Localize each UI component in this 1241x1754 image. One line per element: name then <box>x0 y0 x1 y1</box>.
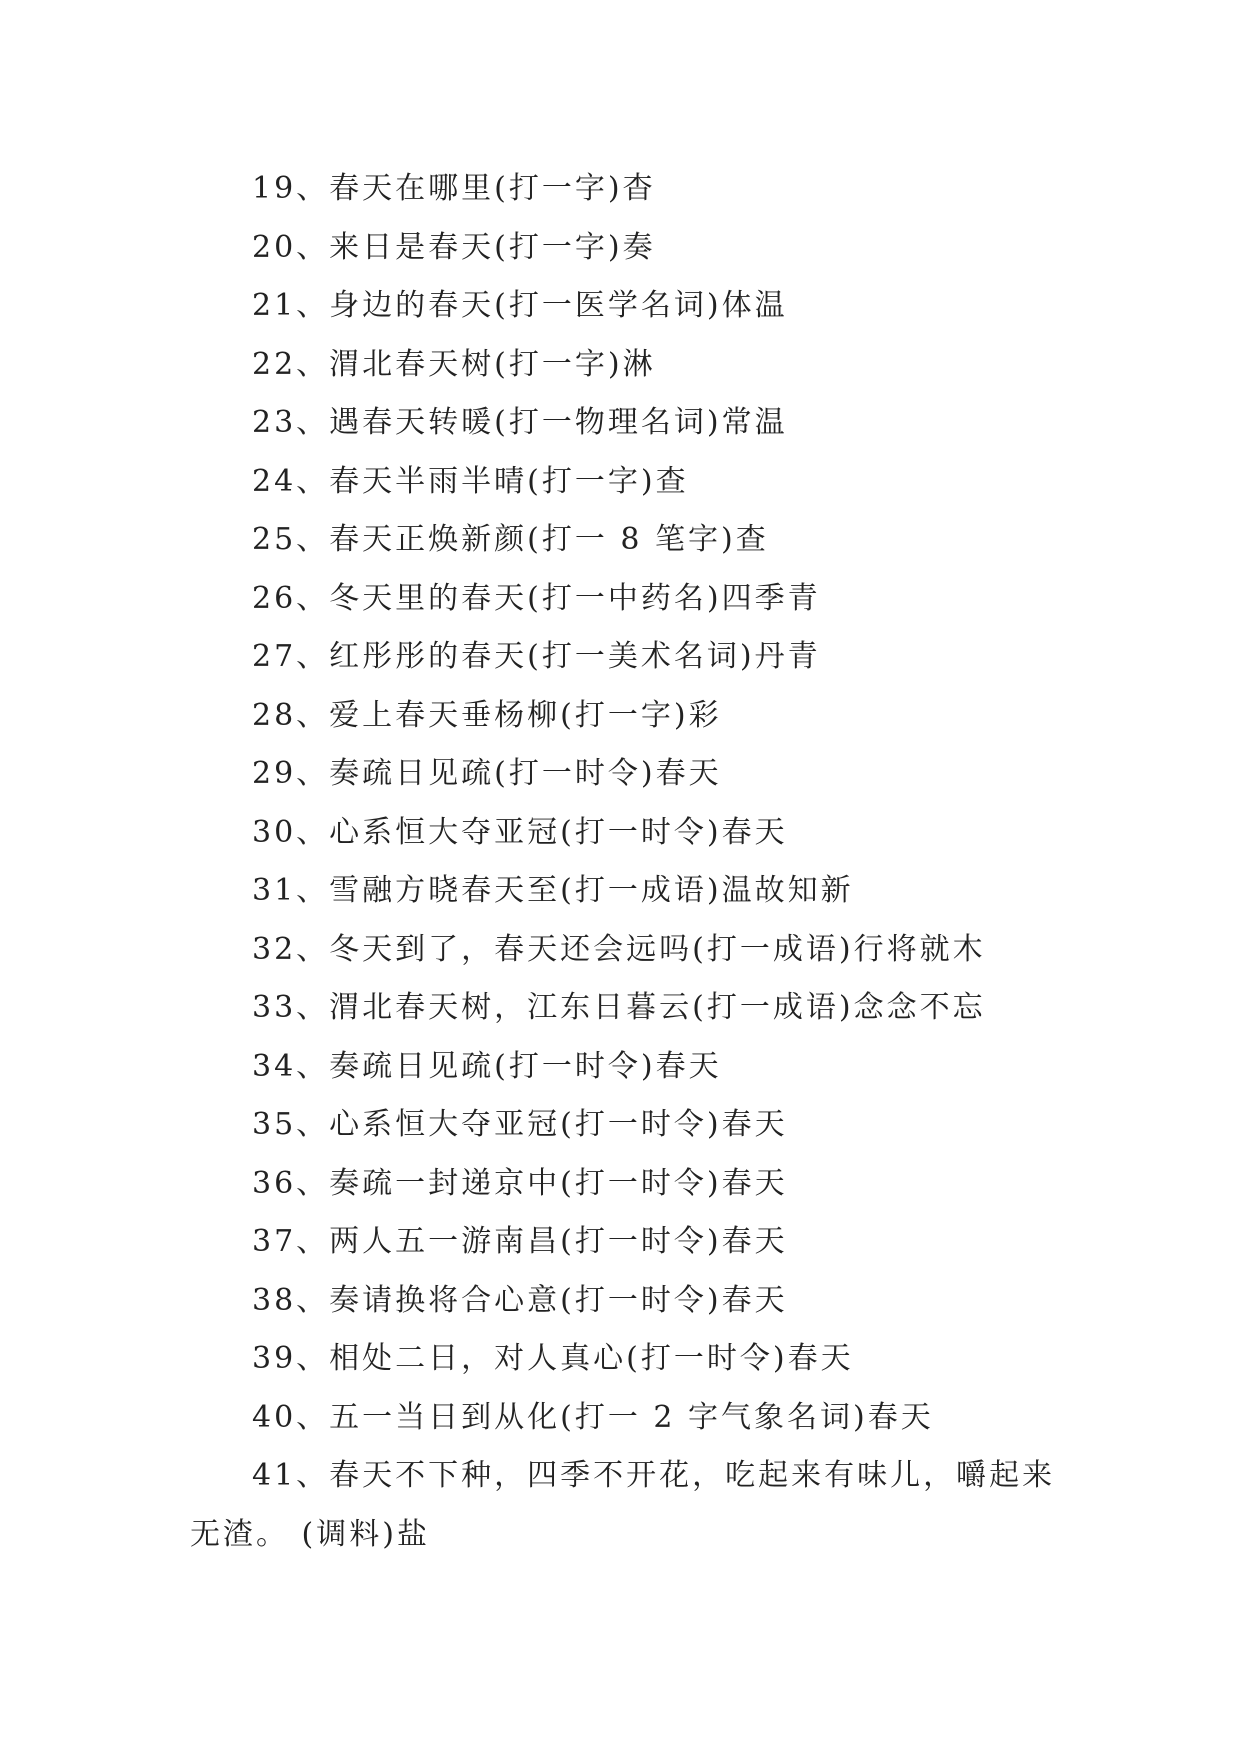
riddle-line-31: 31、雪融方晓春天至(打一成语)温故知新 <box>252 873 854 908</box>
riddle-line-37: 37、两人五一游南昌(打一时令)春天 <box>252 1224 788 1259</box>
riddle-line-32: 32、冬天到了，春天还会远吗(打一成语)行将就木 <box>252 931 986 967</box>
riddle-line-20: 20、来日是春天(打一字)奏 <box>252 229 656 265</box>
riddle-line-38: 38、奏请换将合心意(打一时令)春天 <box>252 1282 788 1318</box>
riddle-line-36: 36、奏疏一封递京中(打一时令)春天 <box>252 1165 788 1201</box>
riddle-line-33: 33、渭北春天树，江东日暮云(打一成语)念念不忘 <box>252 990 986 1025</box>
riddle-line-22: 22、渭北春天树(打一字)淋 <box>252 346 656 382</box>
riddle-paragraph-41: 41、春天不下种，四季不开花，吃起来有味儿，嚼起来无渣。 (调料)盐 <box>190 1458 1056 1552</box>
riddle-line-35: 35、心系恒大夺亚冠(打一时令)春天 <box>252 1107 788 1142</box>
riddle-line-26: 26、冬天里的春天(打一中药名)四季青 <box>252 580 821 616</box>
riddle-line-39: 39、相处二日，对人真心(打一时令)春天 <box>252 1341 854 1376</box>
riddle-line-28: 28、爱上春天垂杨柳(打一字)彩 <box>252 697 722 733</box>
riddle-line-34: 34、奏疏日见疏(打一时令)春天 <box>252 1048 722 1084</box>
riddle-line-30: 30、心系恒大夺亚冠(打一时令)春天 <box>252 814 788 850</box>
riddle-line-21: 21、身边的春天(打一医学名词)体温 <box>252 288 788 323</box>
riddle-line-29: 29、奏疏日见疏(打一时令)春天 <box>252 756 722 791</box>
riddle-line-19: 19、春天在哪里(打一字)杳 <box>252 171 656 206</box>
riddle-line-24: 24、春天半雨半晴(打一字)查 <box>252 463 689 499</box>
riddle-line-25: 25、春天正焕新颜(打一 8 笔字)查 <box>252 522 769 557</box>
riddle-line-27: 27、红彤彤的春天(打一美术名词)丹青 <box>252 639 821 674</box>
riddle-line-23: 23、遇春天转暖(打一物理名词)常温 <box>252 405 788 440</box>
riddle-line-40: 40、五一当日到从化(打一 2 字气象名词)春天 <box>252 1399 934 1435</box>
riddle-list <box>190 160 1070 1564</box>
